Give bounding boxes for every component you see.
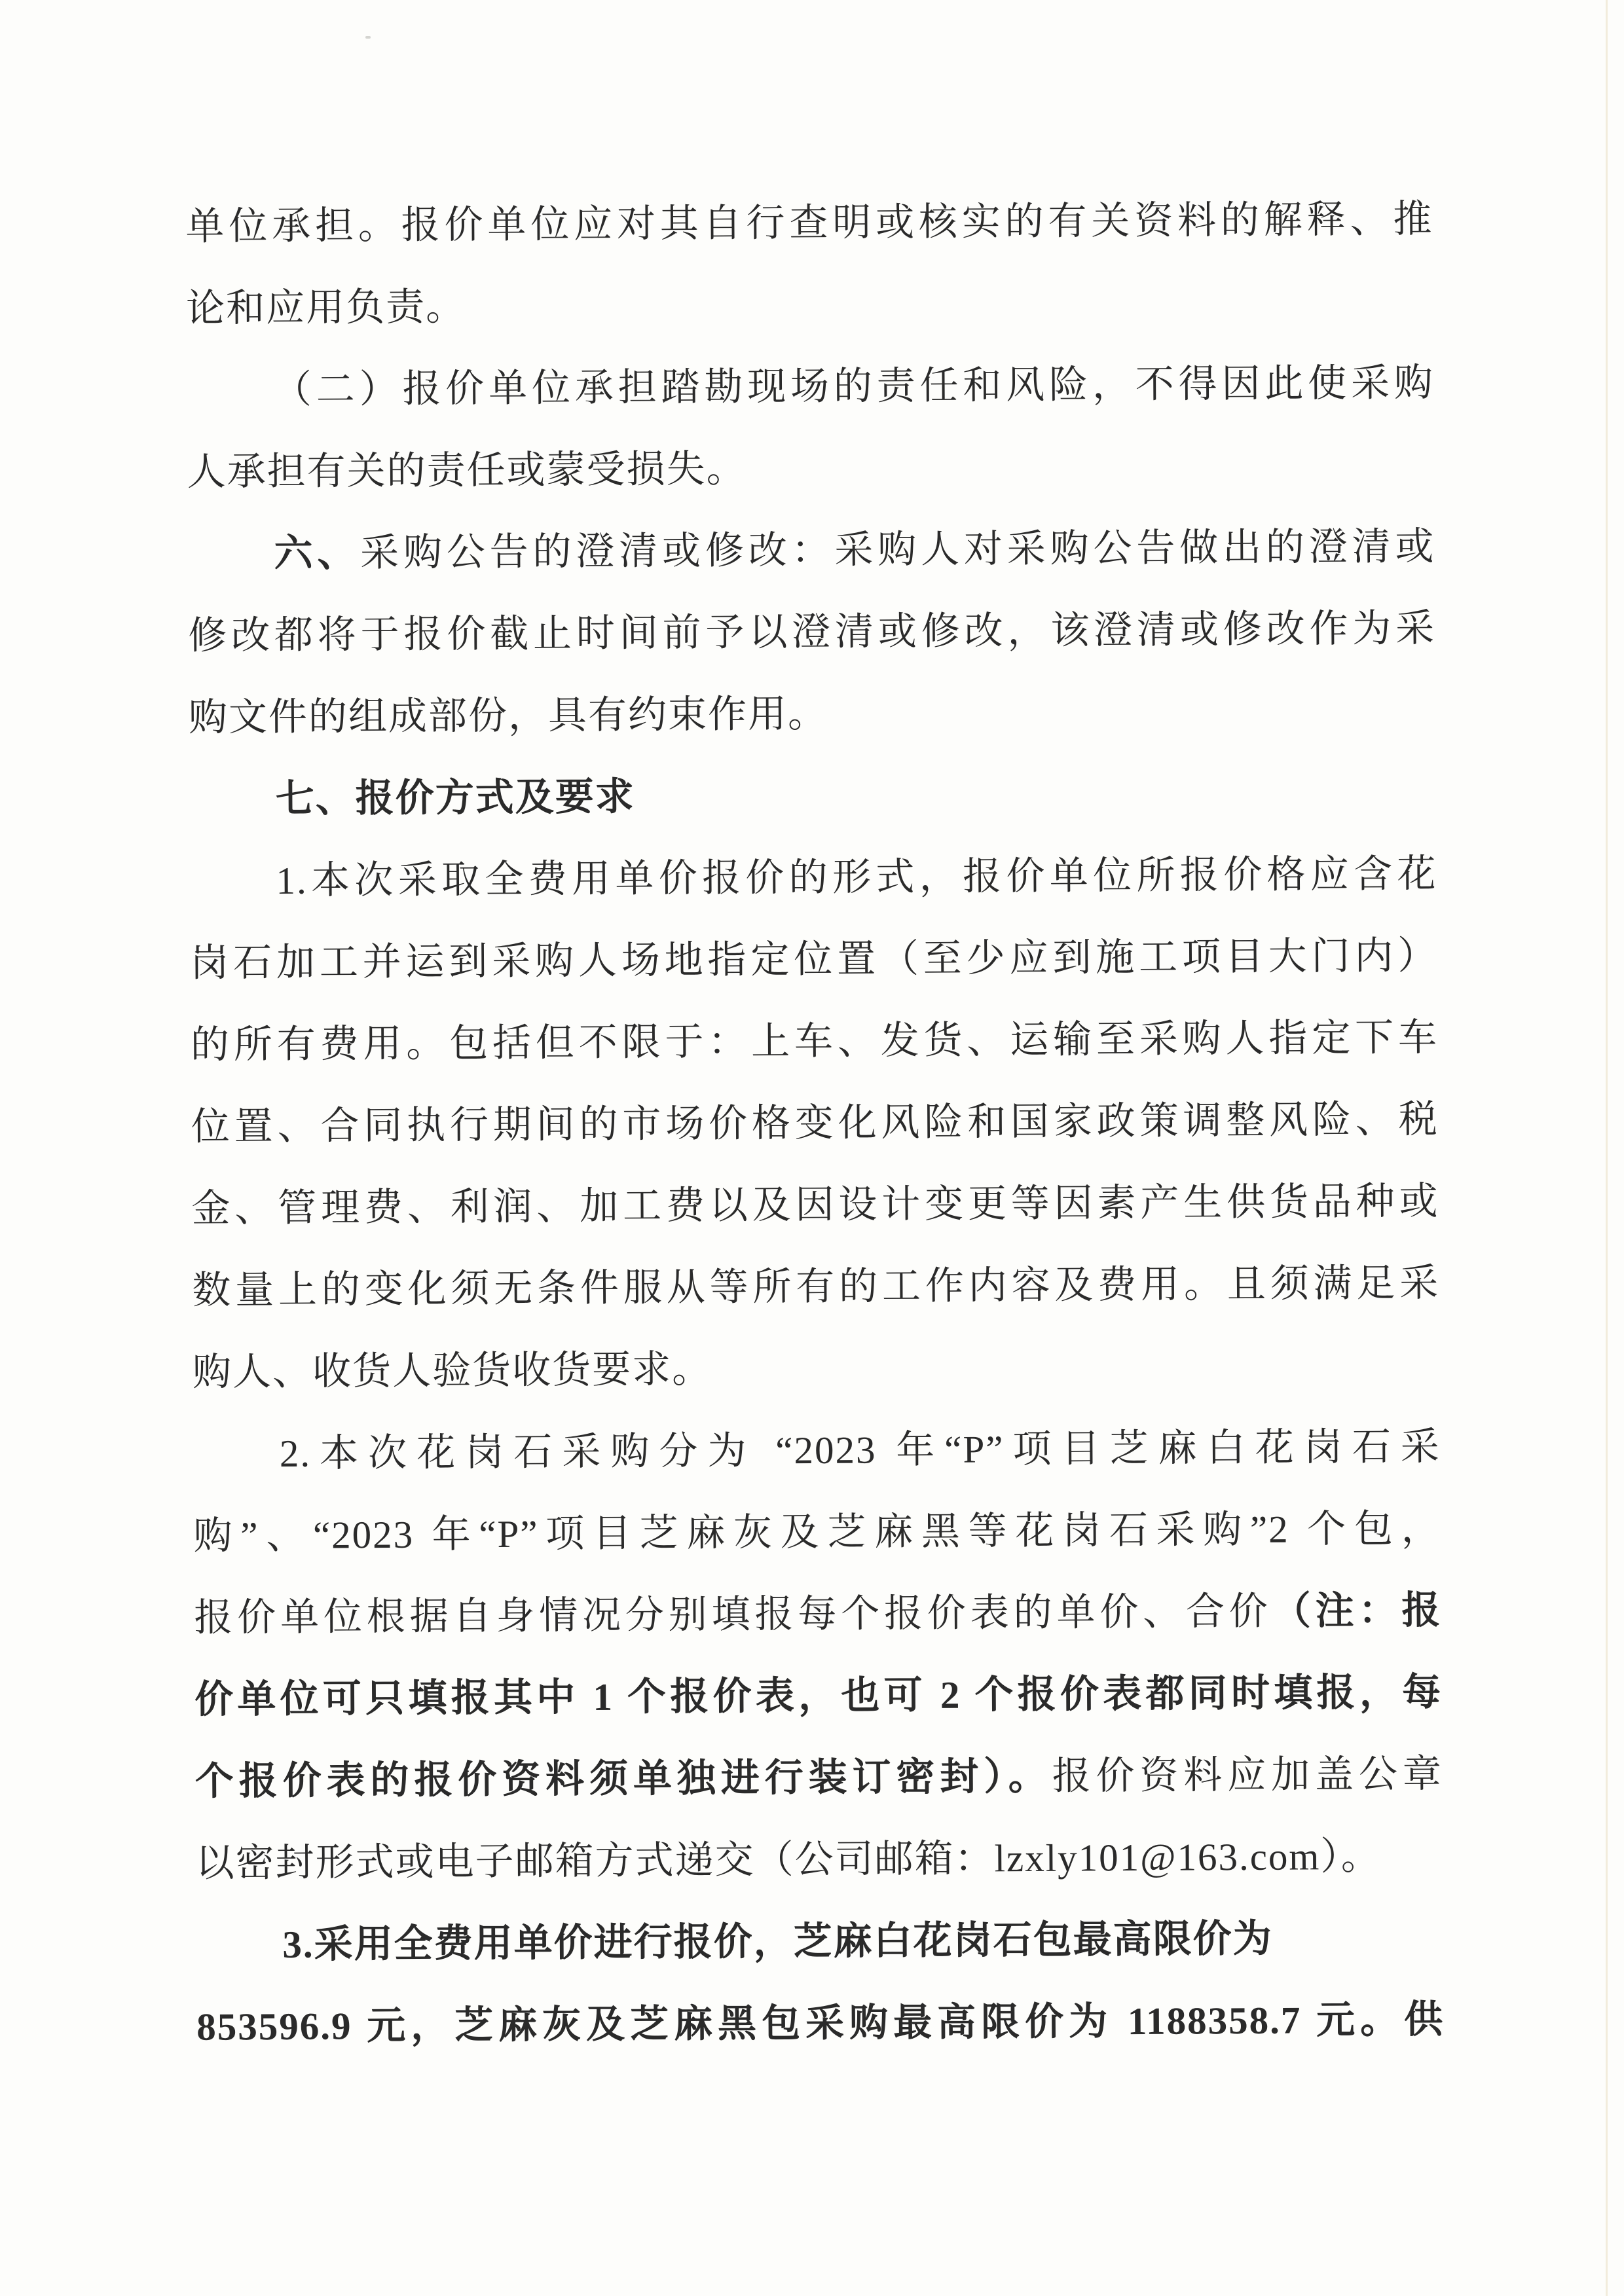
text-segment: 以密封形式或电子邮箱方式递交（公司邮箱：lzxly101@163.com）。 bbox=[195, 1834, 1381, 1885]
text-line-8 bbox=[189, 751, 1437, 841]
text-segment: 购”、“2023 年“P”项目芝麻灰及芝麻黑等花岗石采购”2 个包， bbox=[193, 1506, 1441, 1558]
text-segment: 报价单位根据自身情况分别填报每个报价表的单价、合价 bbox=[194, 1589, 1272, 1639]
text-segment: 2.本次花岗石采购分为 “2023 年“P”项目芝麻白花岗石采 bbox=[279, 1425, 1441, 1475]
text-line-15 bbox=[193, 1324, 1441, 1413]
text-line-21 bbox=[195, 1815, 1443, 1904]
bold-text-segment: 六、 bbox=[274, 531, 361, 575]
text-segment: 岗石加工并运到采购人场地指定位置（至少应到施工项目大门内） bbox=[190, 934, 1438, 985]
text-segment: （二）报价单位承担踏勘现场的责任和风险，不得因此使采购 bbox=[272, 361, 1435, 412]
text-line-14 bbox=[192, 1242, 1440, 1332]
text-line-18 bbox=[194, 1569, 1442, 1659]
text-line-11 bbox=[191, 996, 1439, 1086]
text-line-5 bbox=[187, 505, 1435, 595]
text-segment: 位置、合同执行期间的市场价格变化风险和国家政策调整风险、税 bbox=[191, 1097, 1439, 1148]
text-segment: 数量上的变化须无条件服从等所有的工作内容及费用。且须满足采 bbox=[192, 1261, 1440, 1312]
bold-text-segment: 3.采用全费用单价进行报价，芝麻白花岗石包最高限价为 bbox=[282, 1916, 1273, 1966]
document-lines bbox=[185, 178, 1445, 2068]
text-segment: 单位承担。报价单位应对其自行查明或核实的有关资料的解释、推 bbox=[185, 197, 1433, 248]
text-line-4 bbox=[187, 424, 1435, 513]
text-line-10 bbox=[190, 915, 1438, 1004]
bold-text-segment: 个报价表的报价资料须单独进行装订密封）。 bbox=[194, 1754, 1052, 1803]
text-segment: 报价资料应加盖公章 bbox=[1052, 1752, 1443, 1798]
scan-speck bbox=[365, 36, 371, 39]
text-segment: 人承担有关的责任或蒙受损失。 bbox=[187, 446, 747, 494]
text-segment: 采购公告的澄清或修改：采购人对采购公告做出的澄清或 bbox=[360, 524, 1435, 575]
text-line-12 bbox=[191, 1078, 1439, 1168]
bold-text-segment: （注：报 bbox=[1272, 1588, 1442, 1633]
text-line-20 bbox=[195, 1733, 1443, 1823]
text-segment: 修改都将于报价截止时间前予以澄清或修改，该澄清或修改作为采 bbox=[188, 606, 1436, 657]
text-segment: 1.本次采取全费用单价报价的形式，报价单位所报价格应含花 bbox=[276, 852, 1437, 902]
text-line-16 bbox=[193, 1406, 1441, 1495]
text-segment: 购人、收货人验货收货要求。 bbox=[192, 1347, 712, 1394]
text-line-1 bbox=[185, 178, 1433, 268]
text-line-9 bbox=[189, 833, 1437, 922]
text-line-17 bbox=[193, 1487, 1441, 1577]
text-line-6 bbox=[188, 587, 1436, 677]
text-line-2 bbox=[186, 260, 1434, 350]
text-line-23 bbox=[196, 1978, 1445, 2068]
text-line-7 bbox=[189, 669, 1437, 759]
text-line-13 bbox=[191, 1160, 1439, 1250]
scan-edge-line bbox=[1606, 0, 1608, 2296]
text-segment: 金、管理费、利润、加工费以及因设计变更等因素产生供货品种或 bbox=[191, 1179, 1439, 1230]
bold-text-segment: 七、报价方式及要求 bbox=[275, 774, 635, 820]
text-segment: 论和应用负责。 bbox=[185, 285, 466, 330]
text-segment: 的所有费用。包括但不限于：上车、发货、运输至采购人指定下车 bbox=[190, 1015, 1439, 1066]
text-segment: 购文件的组成部份，具有约束作用。 bbox=[188, 691, 828, 739]
bold-text-segment: 853596.9 元，芝麻灰及芝麻黑包采购最高限价为 1188358.7 元。供 bbox=[196, 1997, 1445, 2049]
document-text-block bbox=[185, 178, 1445, 2068]
bold-text-segment: 价单位可只填报其中 1 个报价表，也可 2 个报价表都同时填报，每 bbox=[194, 1670, 1443, 1721]
text-line-19 bbox=[194, 1651, 1443, 1741]
text-line-3 bbox=[187, 342, 1435, 431]
text-line-22 bbox=[196, 1897, 1444, 1986]
